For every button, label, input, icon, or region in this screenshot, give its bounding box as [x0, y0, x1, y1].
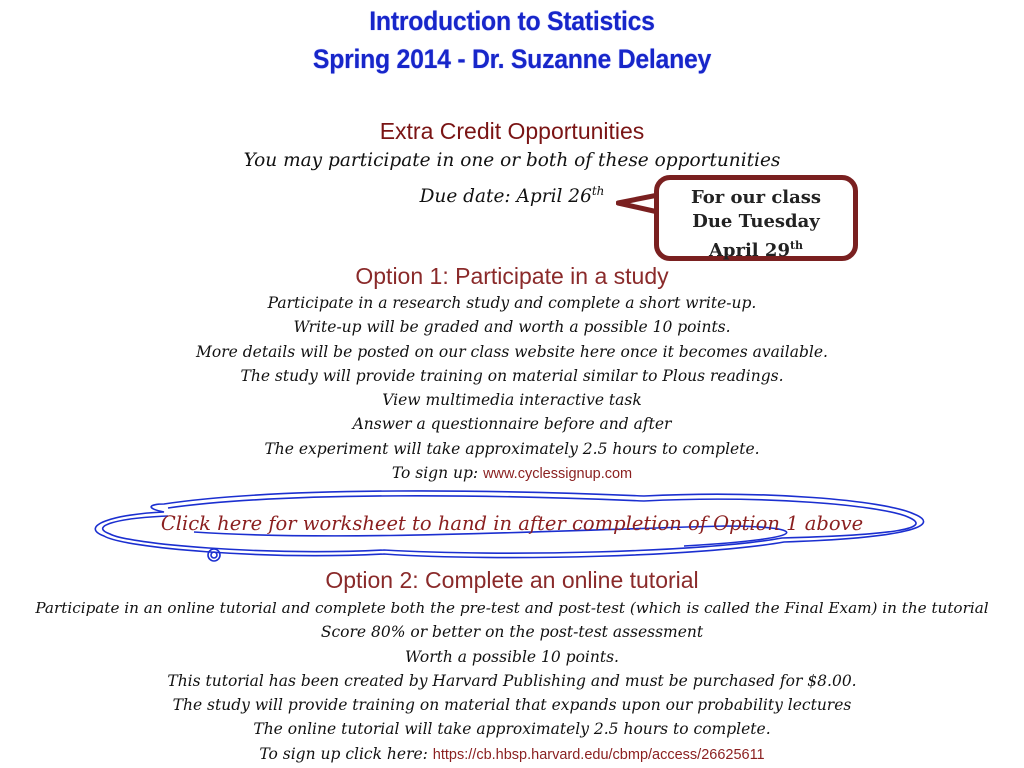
option1-line: Answer a questionnaire before and after [352, 415, 672, 434]
option1-line: The study will provide training on material similar to Plous readings. [240, 366, 784, 385]
page-title: Introduction to Statistics [369, 6, 655, 36]
option1-line: More details will be posted on our class website here once it becomes available. [196, 342, 828, 361]
option2-line: The study will provide training on material that expands upon our probability lectures [172, 696, 852, 715]
option2-signup: To sign up click here: https://cb.hbsp.harvard.edu/cbmp/access/26625611 [259, 744, 765, 763]
option1-signup: To sign up: www.cyclessignup.com [391, 464, 633, 483]
option1-details [0, 291, 1024, 486]
due-date [0, 184, 1024, 207]
page-subtitle: Spring 2014 - Dr. Suzanne Delaney [312, 44, 712, 74]
option2-line: Worth a possible 10 points. [405, 647, 619, 666]
extra-credit-heading: Extra Credit Opportunities [379, 118, 645, 144]
callout-line3: April 29th [708, 239, 804, 261]
option2-signup-link[interactable]: https://cb.hbsp.harvard.edu/cbmp/access/26625611 [432, 746, 765, 763]
option1-heading: Option 1: Participate in a study [355, 263, 669, 289]
due-date-suffix: th [591, 184, 605, 198]
callout-line1: For our class [690, 187, 822, 208]
class-due-callout [654, 175, 858, 261]
option1-line: The experiment will take approximately 2.5 hours to complete. [264, 439, 760, 458]
option2-details [0, 596, 1024, 767]
extra-credit-subtitle: You may participate in one or both of these opportunities [243, 150, 781, 171]
option1-line: Participate in a research study and complete a short write-up. [267, 294, 757, 312]
callout-line2: Due Tuesday [692, 211, 820, 232]
option2-line: This tutorial has been created by Harvard Publishing and must be purchased for $8.00. [167, 671, 857, 690]
option2-line: The online tutorial will take approximately 2.5 hours to complete. [253, 720, 771, 739]
option1-signup-link[interactable]: www.cyclessignup.com [483, 466, 633, 483]
option2-line: Score 80% or better on the post-test assessment [320, 623, 704, 642]
due-date-text: Due date: April 26 [419, 186, 592, 208]
option2-line: Participate in an online tutorial and complete both the pre-test and post-test (which is called the Final Exam) in the tutorial [35, 599, 989, 617]
option1-line: Write-up will be graded and worth a possible 10 points. [293, 318, 731, 337]
option1-line: View multimedia interactive task [382, 391, 642, 410]
option2-heading: Option 2: Complete an online tutorial [325, 567, 699, 593]
worksheet-link[interactable]: Click here for worksheet to hand in after completion of Option 1 above [160, 512, 864, 535]
